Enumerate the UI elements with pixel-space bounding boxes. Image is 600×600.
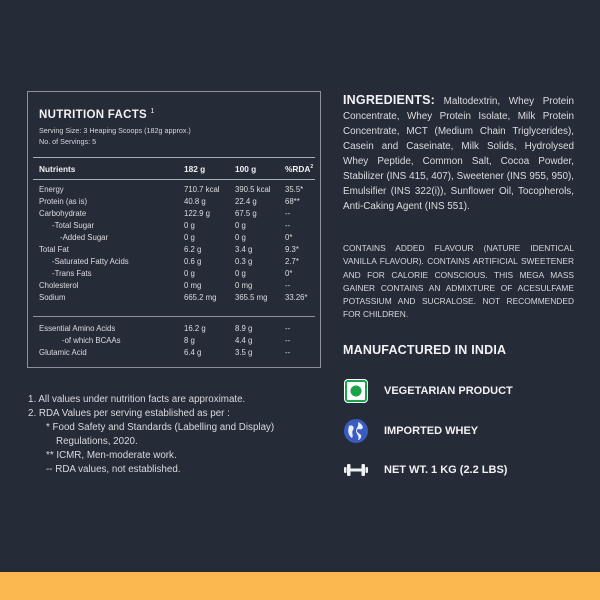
nutrient-name: Protein (as is) [39, 197, 88, 206]
value-rda: -- [285, 348, 291, 357]
nutrient-name: -Saturated Fatty Acids [52, 257, 129, 266]
table-row [28, 245, 320, 257]
value-182g: 0 g [184, 233, 195, 242]
nutrient-name: -Added Sugar [60, 233, 109, 242]
divider [33, 179, 315, 180]
table-row [28, 257, 320, 269]
globe-icon [343, 418, 369, 444]
ingredients-text: Maltodextrin, Whey Protein Concentrate, Whey Protein Isolate, Milk Protein Concentrate, MCT (Medium Chain Triglycerides), Casein and Caseinate, Milk Solids, Hydrolysed Whey Peptide, Common Salt, Cocoa Powder, Stabilizer (INS 415, 407), Sweetener (INS 955, 950), Emulsifier (INS 322(i)), Sunflower Oil, Tocopherols, Anti-Caking Agent (INS 551). [343, 96, 574, 212]
value-182g: 0 g [184, 269, 195, 278]
value-182g: 8 g [184, 336, 195, 345]
vegetarian-badge [343, 378, 583, 404]
value-rda: 9.3* [285, 245, 299, 254]
value-182g: 16.2 g [184, 324, 206, 333]
value-100g: 0 g [235, 233, 246, 242]
manufactured-in: MANUFACTURED IN INDIA [343, 343, 507, 357]
value-182g: 0.6 g [184, 257, 202, 266]
nutrient-name: Energy [39, 185, 64, 194]
table-row [28, 269, 320, 281]
value-100g: 0 mg [235, 281, 253, 290]
badge-label: IMPORTED WHEY [384, 425, 479, 437]
value-100g: 4.4 g [235, 336, 253, 345]
value-rda: -- [285, 324, 291, 333]
value-100g: 3.4 g [235, 245, 253, 254]
footnote: ** ICMR, Men-moderate work. [46, 450, 177, 461]
footnote: 1. All values under nutrition facts are approximate. [28, 394, 246, 405]
nutrient-name: Sodium [39, 293, 66, 302]
value-rda: -- [285, 336, 291, 345]
table-row [28, 336, 320, 348]
value-100g: 22.4 g [235, 197, 257, 206]
value-rda: -- [285, 221, 291, 230]
table-row [28, 233, 320, 245]
flavour-statement: CONTAINS ADDED FLAVOUR (NATURE IDENTICAL VANILLA FLAVOUR). CONTAINS ARTIFICIAL SWEETENER AND FOR CALORIE CONSCIOUS. THIS MEGA MASS GAINER CONTAINS AN ADMIXTURE OF ACESULFAME POTASSIUM AND SUCRALOSE. NOT RECOMMENDED FOR CHILDREN. [343, 243, 574, 320]
footnote: * Food Safety and Standards (Labelling and Display) [46, 422, 275, 433]
nutrient-name: Total Fat [39, 245, 69, 254]
value-rda: 0* [285, 269, 293, 278]
ingredients-label: INGREDIENTS: [343, 93, 435, 107]
value-rda: 0* [285, 233, 293, 242]
nutrient-name: Essential Amino Acids [39, 324, 116, 333]
serving-info [39, 125, 191, 147]
value-100g: 365.5 mg [235, 293, 268, 302]
value-182g: 0 g [184, 221, 195, 230]
value-182g: 6.2 g [184, 245, 202, 254]
header-rda: %RDA$^2$ [285, 164, 314, 174]
table-row [28, 281, 320, 293]
table-row [28, 348, 320, 360]
footnote: Regulations, 2020. [56, 436, 138, 447]
divider [33, 316, 315, 317]
value-rda: 35.5* [285, 185, 304, 194]
value-182g: 40.8 g [184, 197, 206, 206]
table-row [28, 209, 320, 221]
dumbbell-icon [343, 457, 369, 483]
header-182g: 182 g [184, 164, 206, 174]
value-182g: 6.4 g [184, 348, 202, 357]
imported-whey-badge [343, 418, 583, 444]
nutrient-name: Cholesterol [39, 281, 79, 290]
table-row [28, 293, 320, 305]
badge-label: NET WT. 1 KG (2.2 LBS) [384, 464, 508, 476]
header-nutrients: Nutrients [39, 164, 76, 174]
value-100g: 0 g [235, 221, 246, 230]
value-rda: -- [285, 281, 291, 290]
table-row [28, 324, 320, 336]
value-100g: 0 g [235, 269, 246, 278]
bottom-band [0, 572, 600, 600]
net-weight-badge [343, 457, 583, 483]
nutrition-facts-panel [27, 91, 321, 368]
value-100g: 8.9 g [235, 324, 253, 333]
facts-title: NUTRITION FACTS $^1$ [39, 108, 155, 121]
value-100g: 67.5 g [235, 209, 257, 218]
value-rda: 68** [285, 197, 300, 206]
value-100g: 3.5 g [235, 348, 253, 357]
servings-count: No. of Servings: 5 [39, 137, 97, 146]
nutrient-name: -Trans Fats [52, 269, 92, 278]
value-rda: 33.26* [285, 293, 308, 302]
divider [33, 157, 315, 158]
nutrient-name: -of which BCAAs [62, 336, 121, 345]
table-row [28, 221, 320, 233]
vegetarian-icon [343, 378, 369, 404]
value-182g: 122.9 g [184, 209, 211, 218]
ingredients-block [343, 93, 574, 214]
value-182g: 710.7 kcal [184, 185, 220, 194]
header-100g: 100 g [235, 164, 257, 174]
value-182g: 665.2 mg [184, 293, 217, 302]
value-100g: 390.5 kcal [235, 185, 271, 194]
nutrient-name: -Total Sugar [52, 221, 95, 230]
value-182g: 0 mg [184, 281, 202, 290]
value-rda: 2.7* [285, 257, 299, 266]
value-rda: -- [285, 209, 291, 218]
footnote: -- RDA values, not established. [46, 464, 181, 475]
table-row [28, 197, 320, 209]
table-row [28, 185, 320, 197]
value-100g: 0.3 g [235, 257, 253, 266]
nutrient-name: Glutamic Acid [39, 348, 87, 357]
nutrient-name: Carbohydrate [39, 209, 87, 218]
serving-size: Serving Size: 3 Heaping Scoops (182g approx.) [39, 126, 191, 135]
footnote: 2. RDA Values per serving established as per : [28, 408, 230, 419]
badge-label: VEGETARIAN PRODUCT [384, 385, 513, 397]
